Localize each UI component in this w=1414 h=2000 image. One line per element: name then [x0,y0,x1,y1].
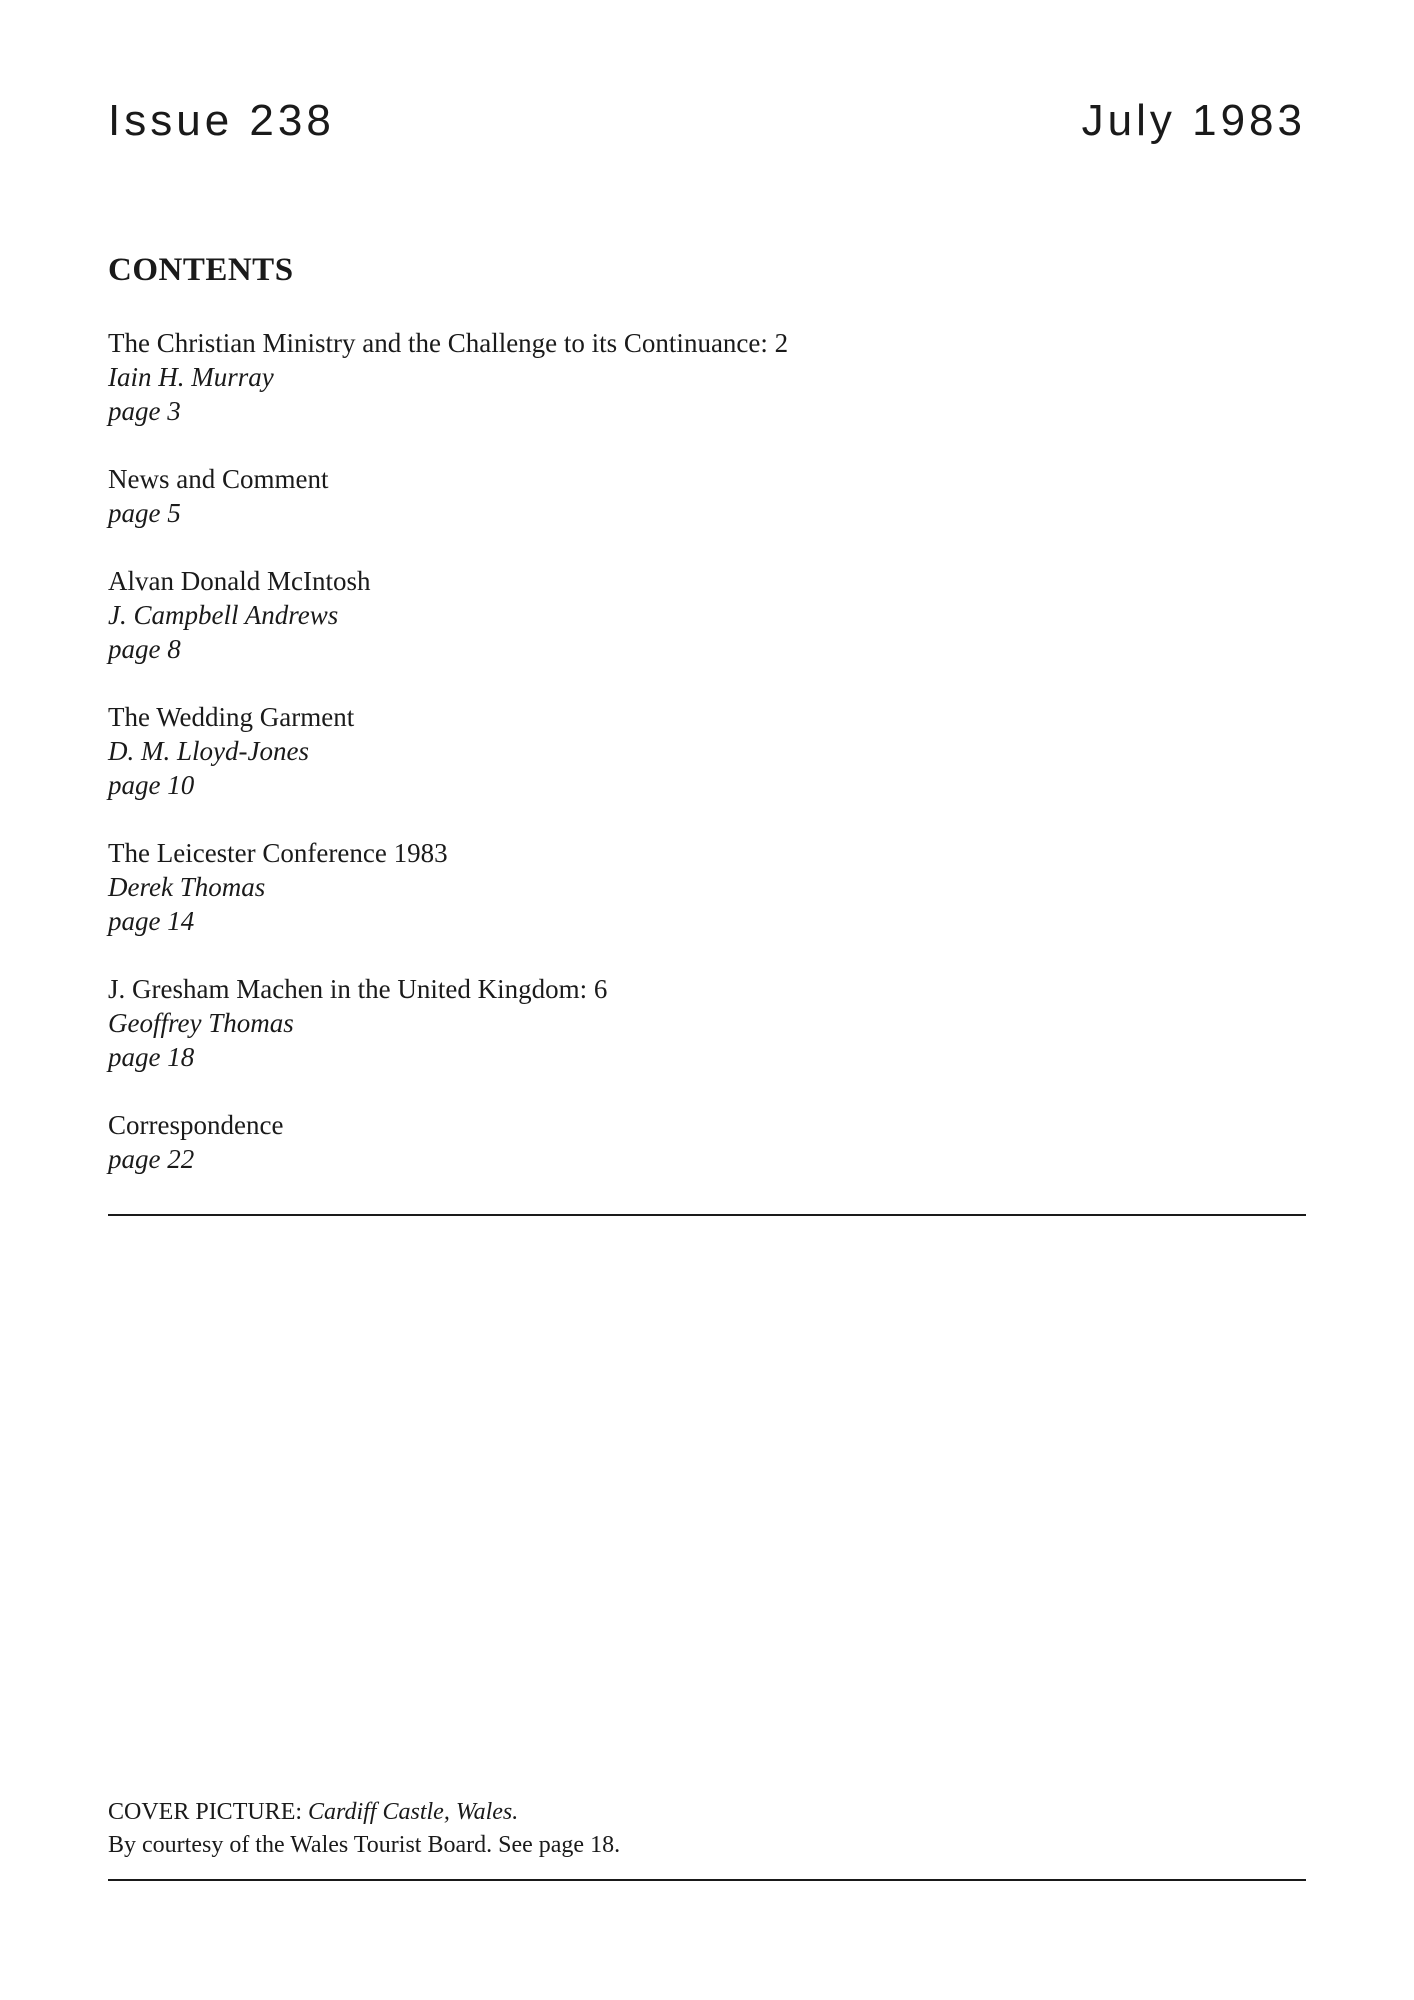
entry-author: Derek Thomas [108,872,266,902]
entry-page: page 5 [108,498,181,528]
entry-page: page 10 [108,770,195,800]
entry-title: News and Comment [108,464,329,494]
cover-credit: By courtesy of the Wales Tourist Board. See page 18. [108,1832,621,1858]
footer-divider [108,1879,1306,1881]
entry-page: page 18 [108,1042,195,1072]
cover-picture-note [108,1796,620,1862]
contents-entry[interactable] [108,700,1308,802]
cover-label: COVER PICTURE: [108,1799,309,1825]
contents-list [108,326,1308,1210]
entry-page: page 8 [108,634,181,664]
contents-entry[interactable] [108,1108,1308,1176]
contents-entry[interactable] [108,326,1308,428]
entry-page: page 22 [108,1144,195,1174]
entry-title: The Christian Ministry and the Challenge to its Continuance: 2 [108,328,789,358]
entry-title: Alvan Donald McIntosh [108,566,371,596]
entry-title: J. Gresham Machen in the United Kingdom: 6 [108,974,608,1004]
contents-entry[interactable] [108,564,1308,666]
issue-number: Issue 238 [108,96,335,145]
contents-heading: CONTENTS [108,252,294,288]
entry-page: page 14 [108,906,195,936]
entry-author: D. M. Lloyd-Jones [108,736,309,766]
entry-page: page 3 [108,396,181,426]
entry-author: J. Campbell Andrews [108,600,339,630]
entry-title: The Leicester Conference 1983 [108,838,448,868]
page-header [108,96,1306,146]
contents-divider [108,1214,1306,1216]
cover-title: Cardiff Castle, Wales. [308,1799,519,1825]
cover-caption [108,1796,620,1829]
entry-author: Iain H. Murray [108,362,274,392]
contents-entry[interactable] [108,972,1308,1074]
entry-title: Correspondence [108,1110,284,1140]
entry-author: Geoffrey Thomas [108,1008,294,1038]
contents-entry[interactable] [108,836,1308,938]
contents-entry[interactable] [108,462,1308,530]
issue-date: July 1983 [1081,96,1306,145]
entry-title: The Wedding Garment [108,702,355,732]
